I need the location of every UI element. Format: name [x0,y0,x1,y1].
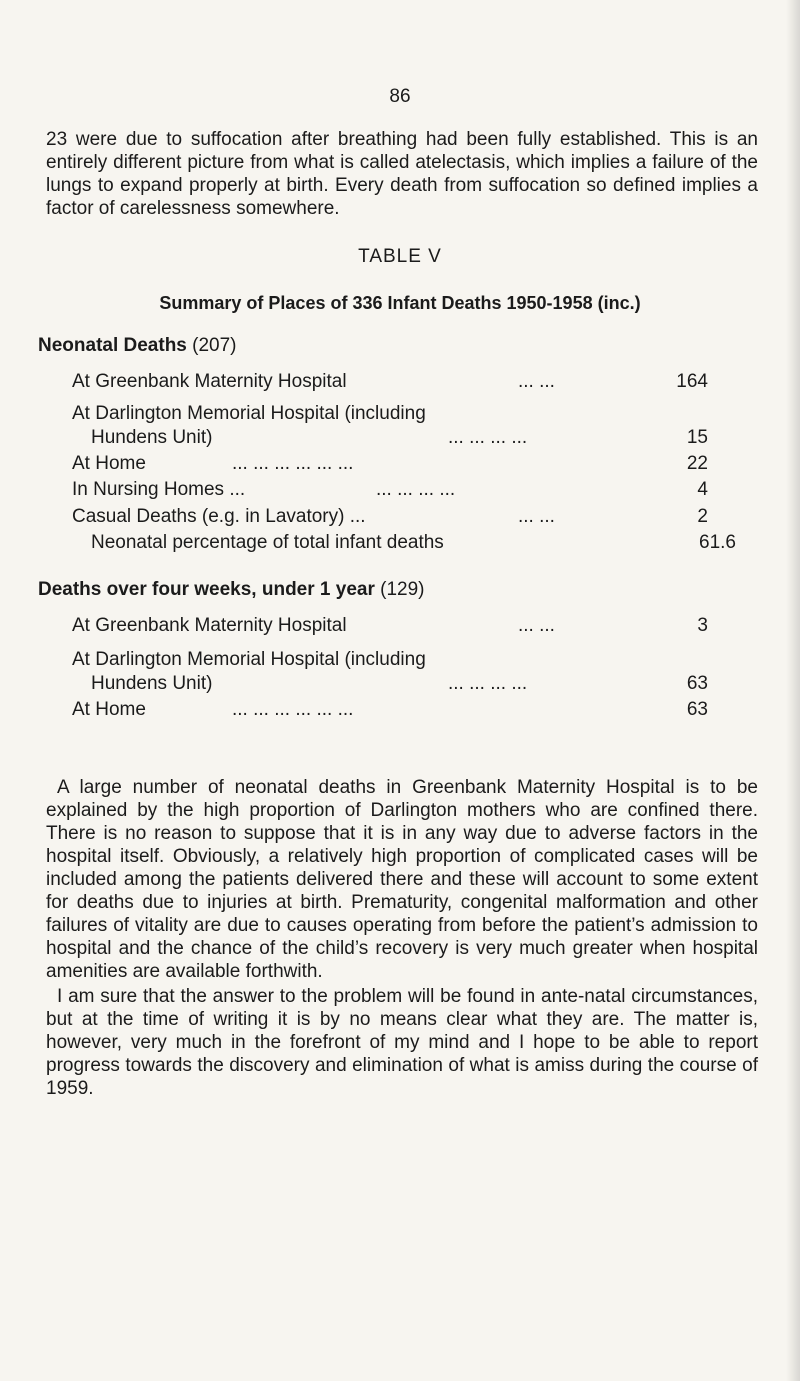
row-value: 3 [697,615,708,636]
row-value: 63 [686,673,708,694]
post-neonatal-heading-count: (129) [380,579,425,600]
neonatal-heading-count: (207) [192,335,237,356]
leader-dots: ... ... ... ... ... ... [232,699,354,720]
row-value: 4 [697,479,708,500]
row-label-continuation: Hundens Unit) [91,673,213,694]
body-paragraph-2: I am sure that the answer to the problem will be found in ante-natal circumstances, but at the time of writing it is by no means clear what they are. The matter is, however, very much in the forefront of my mind and I hope to be able to report progress towards the discovery and elimination of what is amiss during the course of 1959. [46,986,758,1099]
row-label: Neonatal percentage of total infant deaths [91,532,444,553]
table-title: TABLE V [358,246,442,267]
leader-dots: ... ... [518,371,555,392]
leader-dots: ... ... ... ... [448,673,528,694]
row-value: 61.6 [699,532,736,553]
leader-dots: ... ... ... ... ... ... [232,453,354,474]
row-value: 2 [697,506,708,527]
row-label: At Home [72,699,146,720]
row-value: 63 [686,699,708,720]
leader-dots: ... ... ... ... [448,427,528,448]
post-neonatal-heading-label: Deaths over four weeks, under 1 year [38,579,375,600]
neonatal-heading-label: Neonatal Deaths [38,335,187,356]
post-neonatal-heading [38,579,425,601]
leader-dots: ... ... ... ... [376,479,456,500]
row-label: At Home [72,453,146,474]
row-label: At Greenbank Maternity Hospital [72,371,347,392]
leader-dots: ... ... [518,506,555,527]
leader-dots: ... ... [518,615,555,636]
intro-paragraph: 23 were due to suffocation after breathing had been fully established. This is an entirely different picture from what is called atelectasis, which implies a failure of the lungs to expand properly at birth. Every death from suffocation so defined implies a factor of carelessness somewhere. [46,129,758,219]
page-number: 86 [389,86,411,107]
row-label: In Nursing Homes ... [72,479,246,500]
row-label: At Greenbank Maternity Hospital [72,615,347,636]
table-summary-heading: Summary of Places of 336 Infant Deaths 1950-1958 (inc.) [159,293,641,313]
row-value: 22 [686,453,708,474]
row-value: 164 [676,371,708,392]
row-label: At Darlington Memorial Hospital (including [72,649,426,670]
row-label-continuation: Hundens Unit) [91,427,213,448]
row-value: 15 [686,427,708,448]
neonatal-heading [38,335,237,357]
body-paragraph-1: A large number of neonatal deaths in Greenbank Maternity Hospital is to be explained by the high proportion of Darlington mothers who are confined there. There is no reason to suppose that it is in any way due to adverse factors in the hospital itself. Obviously, a relatively high proportion of complicated cases will be included among the patients delivered there and these will account to some extent for deaths due to injuries at birth. Prematurity, congenital malformation and other failures of vitality are due to causes operating from before the patient’s admission to hospital and the chance of the child’s recovery is very much greater when hospital amenities are available forthwith. [46,777,758,982]
page-edge-shadow [786,0,800,1381]
row-label: At Darlington Memorial Hospital (including [72,403,426,424]
row-label: Casual Deaths (e.g. in Lavatory) ... [72,506,366,527]
